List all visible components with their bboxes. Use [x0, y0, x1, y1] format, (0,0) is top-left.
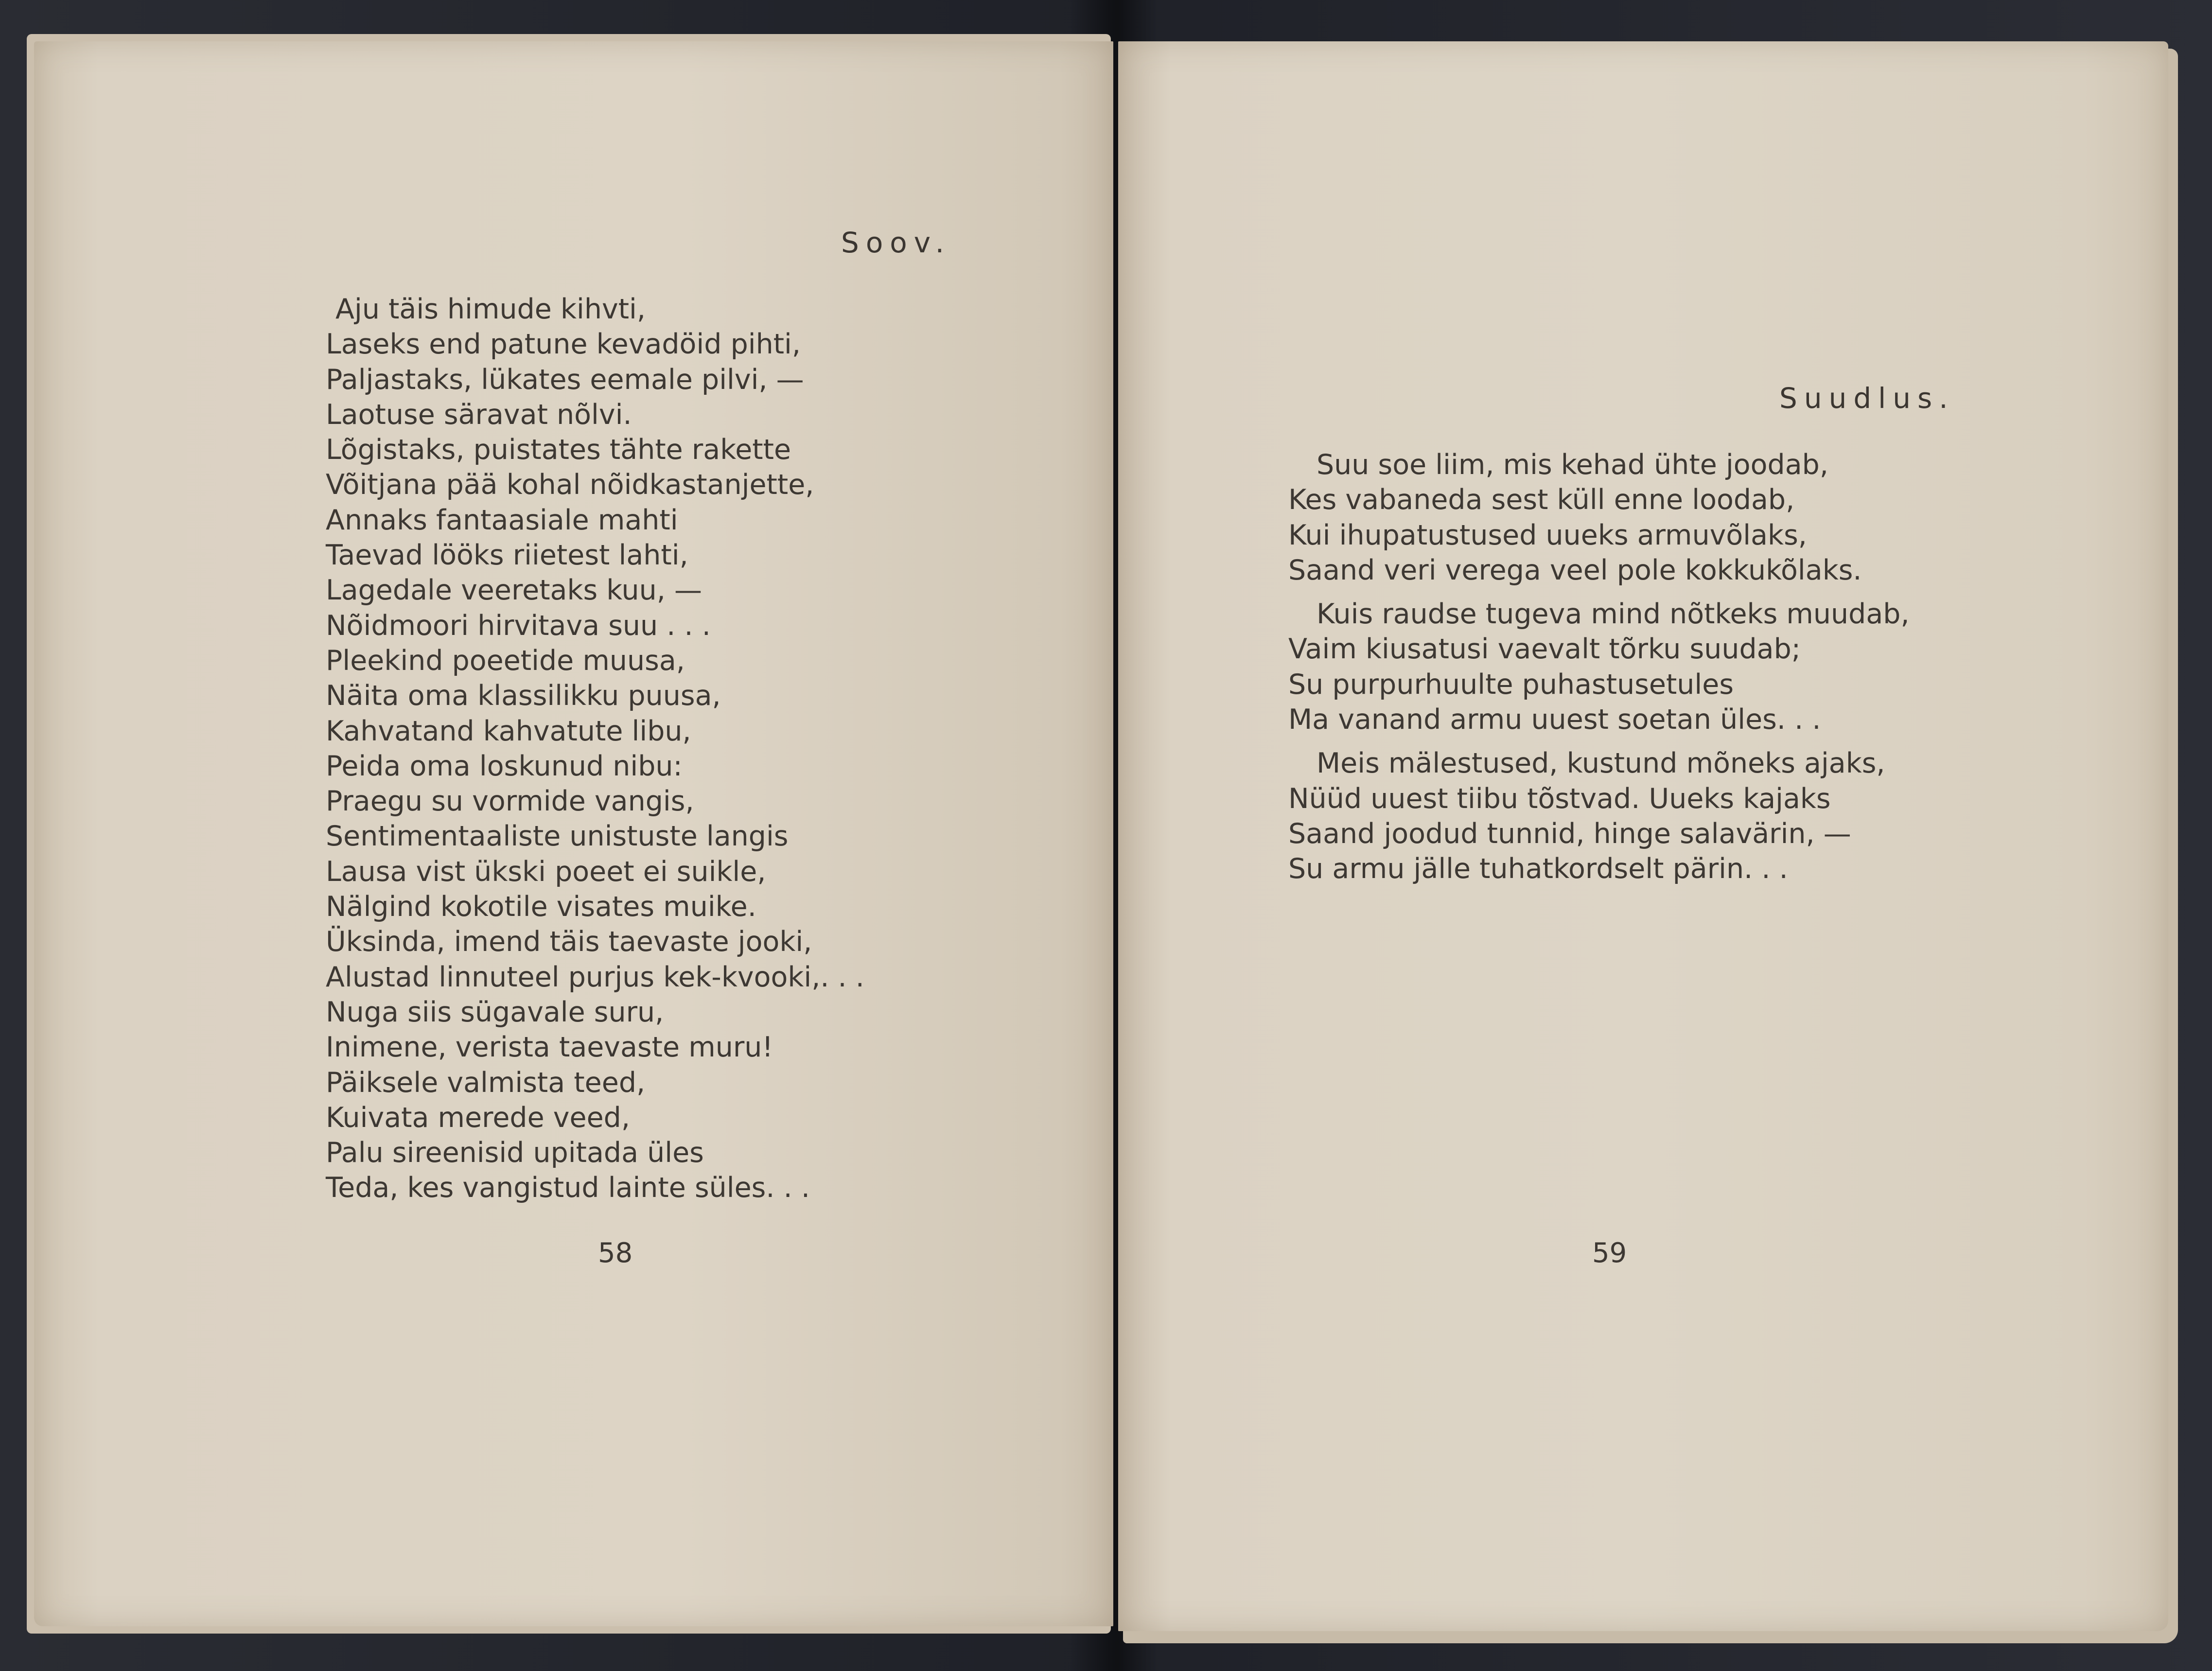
poem-line: Palu sireenisid upitada üles	[326, 1137, 704, 1169]
poem-line: Praegu su vormide vangis,	[326, 785, 694, 818]
poem-line: Kui ihupatustused uueks armuvõlaks,	[1288, 519, 1807, 551]
poem-line: Näita oma klassilikku puusa,	[326, 680, 721, 712]
poem-line: Teda, kes vangistud lainte süles. . .	[326, 1172, 810, 1204]
poem-body-suudlus	[1288, 447, 1910, 896]
poem-line: Kuis raudse tugeva mind nõtkeks muudab,	[1317, 598, 1910, 631]
poem-line: Üksinda, imend täis taevaste jooki,	[326, 926, 812, 958]
poem-line: Aju täis himude kihvti,	[335, 293, 646, 325]
poem-line: Kahvatand kahvatute libu,	[326, 715, 691, 747]
poem-line: Päiksele valmista teed,	[326, 1066, 646, 1099]
poem-body-soov	[326, 292, 864, 1206]
poem-line: Su purpurhuulte puhastusetules	[1288, 668, 1734, 701]
poem-line: Alustad linnuteel purjus kek-kvooki,. . .	[326, 961, 864, 993]
poem-line: Taevad lööks riietest lahti,	[326, 539, 688, 572]
poem-title-soov: Soov.	[841, 226, 951, 259]
poem-line: Lagedale veeretaks kuu, —	[326, 574, 702, 607]
poem-line: Võitjana pää kohal nõidkastanjette,	[326, 469, 814, 501]
poem-line: Ma vanand armu uuest soetan üles. . .	[1288, 704, 1821, 736]
poem-line: Sentimentaaliste unistuste langis	[326, 820, 789, 853]
page-number-left: 58	[598, 1237, 633, 1269]
poem-title-suudlus: Suudlus.	[1779, 382, 1955, 415]
page-number-right: 59	[1592, 1237, 1627, 1269]
stanza-2	[1288, 597, 1910, 737]
poem-line: Laotuse säravat nõlvi.	[326, 398, 632, 431]
poem-line: Lausa vist ükski poeet ei suikle,	[326, 855, 766, 888]
poem-line: Su armu jälle tuhatkordselt pärin. . .	[1288, 853, 1788, 885]
poem-line: Annaks fantaasiale mahti	[326, 504, 678, 536]
poem-line: Pleekind poeetide muusa,	[326, 644, 685, 677]
poem-line: Nõidmoori hirvitava suu . . .	[326, 609, 711, 642]
left-page	[34, 41, 1113, 1626]
poem-line: Saand veri verega veel pole kokkukõlaks.	[1288, 554, 1862, 586]
poem-line: Saand joodud tunnid, hinge salavärin, —	[1288, 817, 1851, 850]
poem-line: Paljastaks, lükates eemale pilvi, —	[326, 363, 804, 396]
stanza-3	[1288, 746, 1910, 886]
poem-line: Vaim kiusatusi vaevalt tõrku suudab;	[1288, 633, 1801, 666]
poem-line: Kes vabaneda sest küll enne loodab,	[1288, 484, 1795, 516]
poem-line: Kuivata merede veed,	[326, 1101, 630, 1134]
poem-line: Peida oma loskunud nibu:	[326, 750, 683, 782]
right-page	[1118, 41, 2168, 1631]
poem-line: Nälgind kokotile visates muike.	[326, 891, 756, 923]
poem-line: Meis mälestused, kustund mõneks ajaks,	[1317, 747, 1885, 780]
poem-line: Nüüd uuest tiibu tõstvad. Uueks kajaks	[1288, 782, 1831, 815]
poem-line: Laseks end patune kevadöid pihti,	[326, 328, 801, 361]
poem-line: Lõgistaks, puistates tähte rakette	[326, 434, 791, 466]
poem-line: Nuga siis sügavale suru,	[326, 996, 664, 1028]
poem-line: Suu soe liim, mis kehad ühte joodab,	[1317, 449, 1828, 481]
poem-line: Inimene, verista taevaste muru!	[326, 1031, 773, 1064]
stanza-1	[1288, 447, 1910, 588]
